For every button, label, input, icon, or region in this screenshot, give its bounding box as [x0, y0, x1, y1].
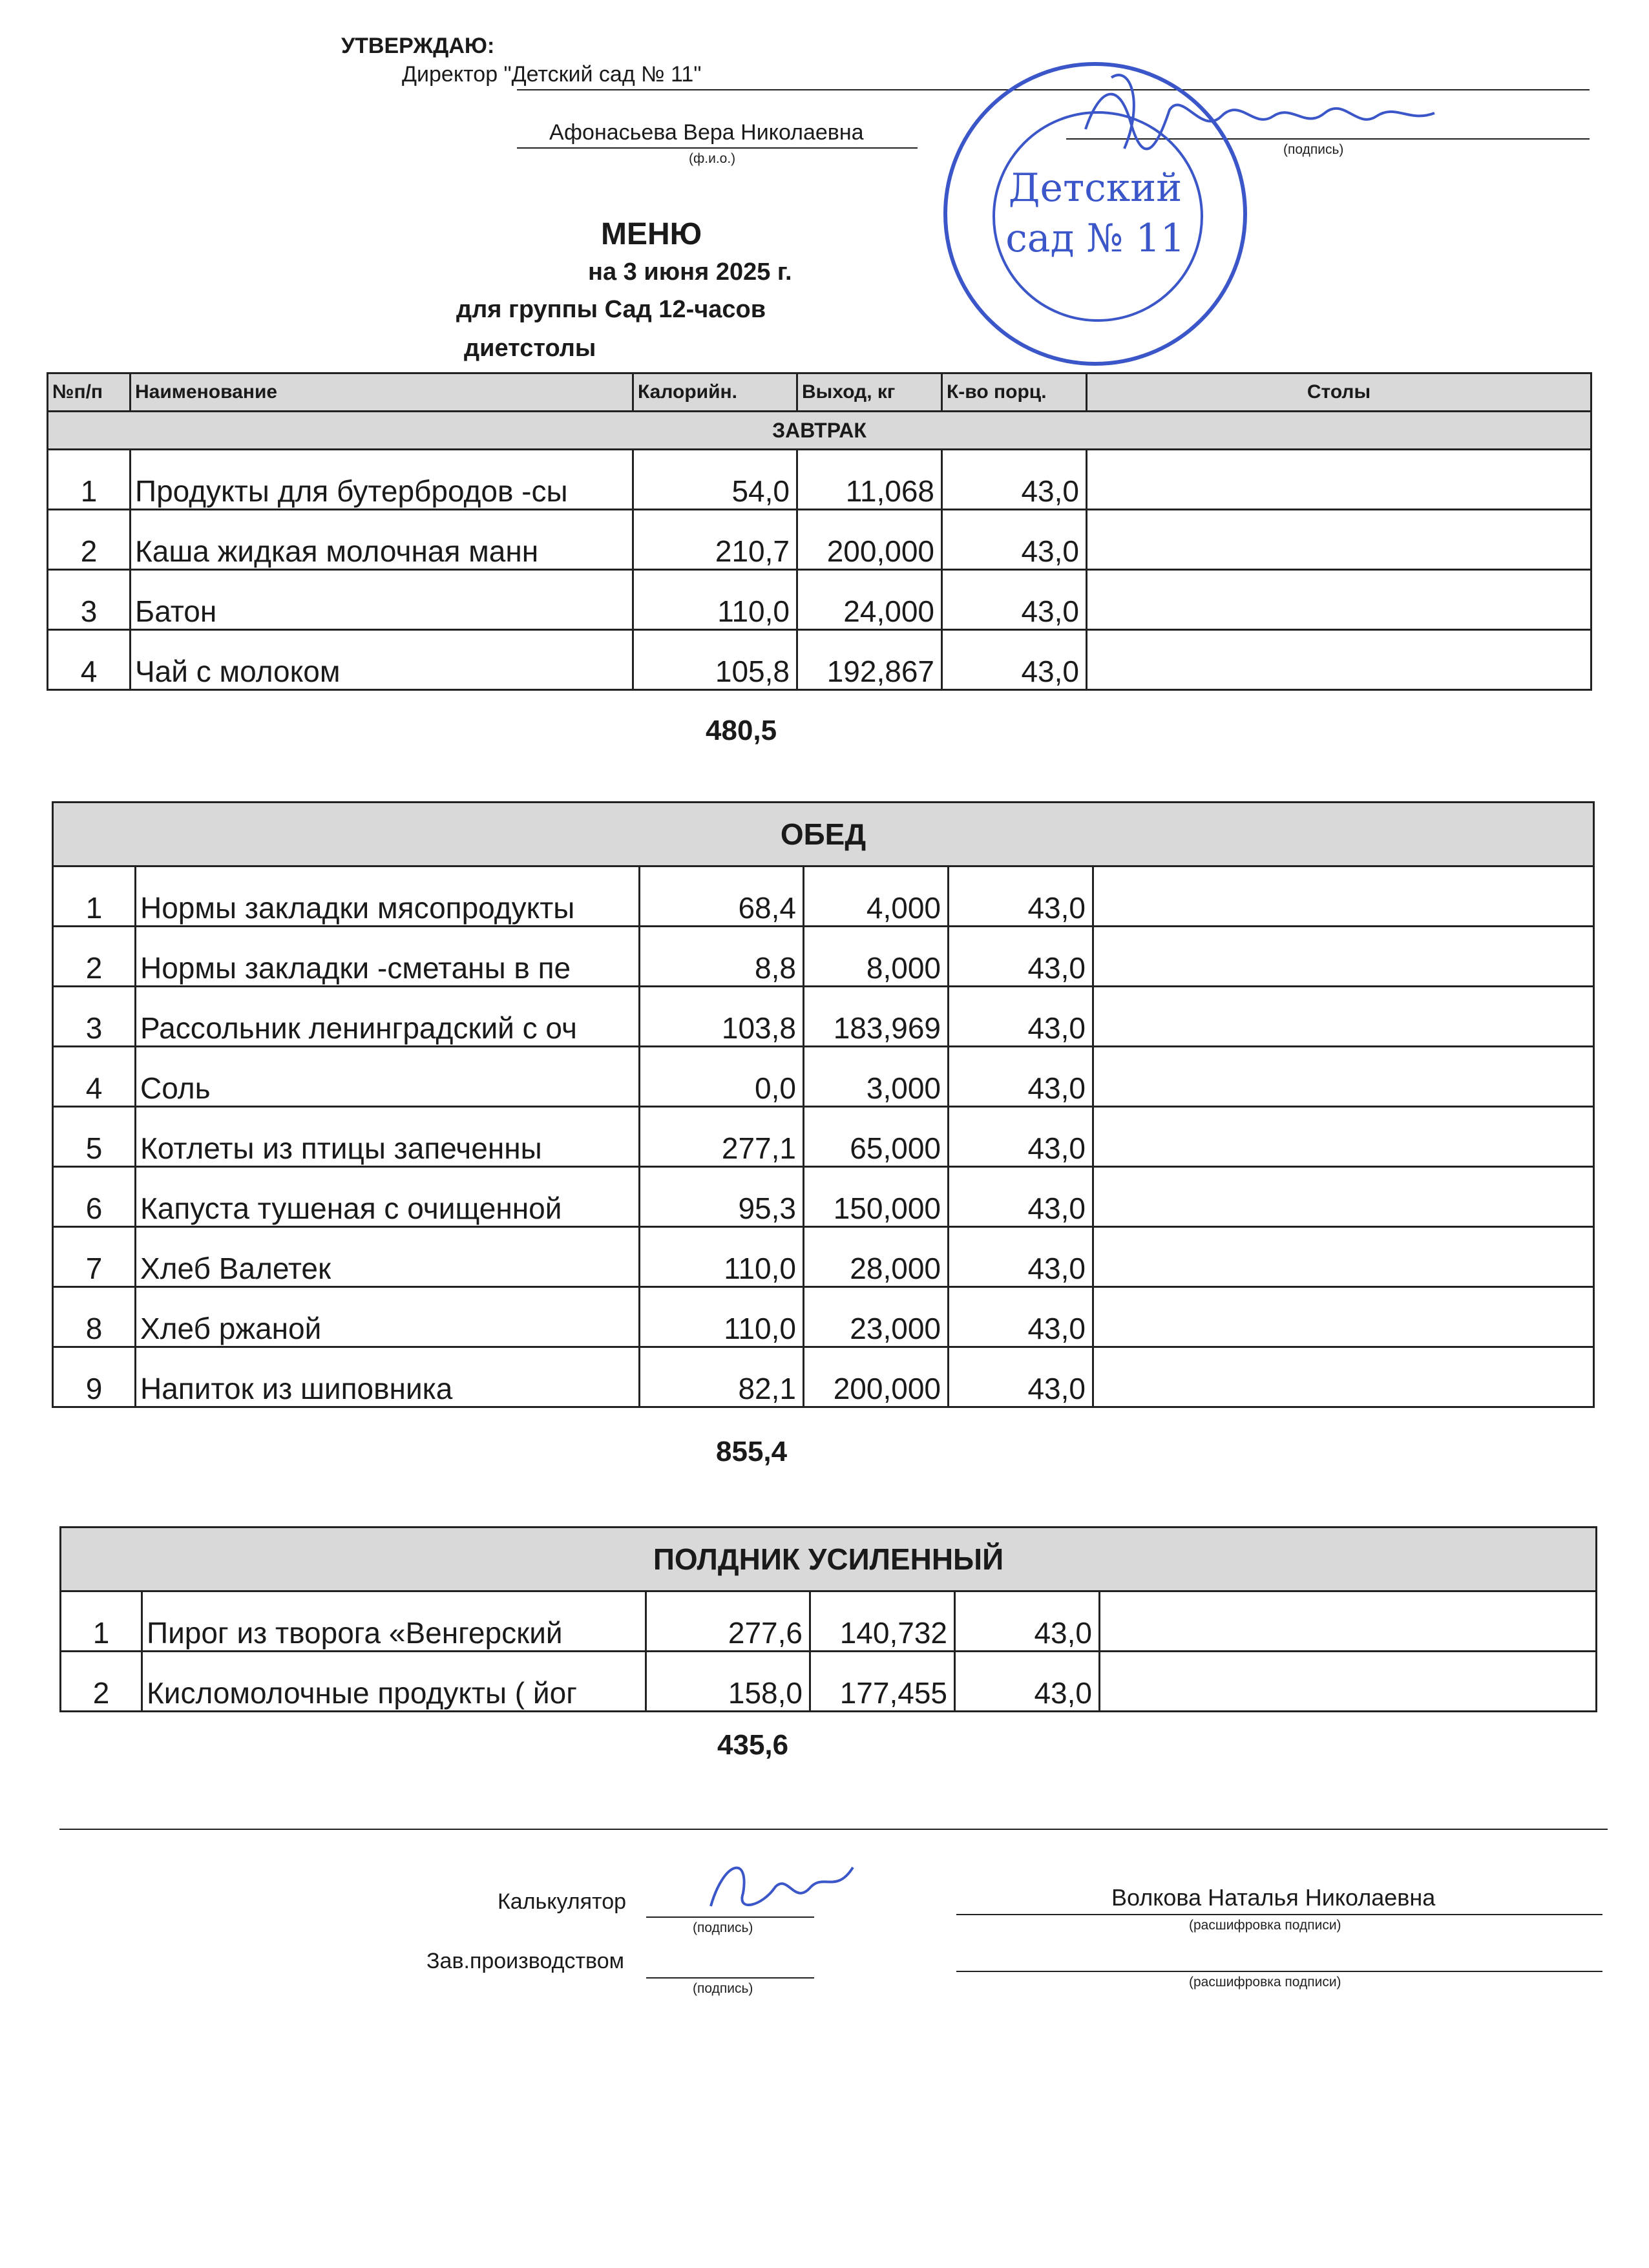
row-yield: 177,455 — [810, 1652, 955, 1712]
row-portions: 43,0 — [949, 1107, 1093, 1167]
breakfast-table — [47, 372, 1592, 691]
row-index: 8 — [53, 1287, 136, 1347]
row-tables — [1093, 927, 1594, 987]
row-index: 4 — [48, 630, 131, 690]
table-row — [53, 1167, 1594, 1227]
row-index: 2 — [61, 1652, 142, 1712]
row-portions: 43,0 — [949, 927, 1093, 987]
row-name: Чай с молоком — [131, 630, 633, 690]
row-calories: 105,8 — [633, 630, 797, 690]
row-name: Продукты для бутербродов -сы — [131, 450, 633, 510]
row-calories: 82,1 — [640, 1347, 804, 1407]
row-index: 4 — [53, 1047, 136, 1107]
row-tables — [1093, 1107, 1594, 1167]
row-portions: 43,0 — [949, 1227, 1093, 1287]
row-index: 7 — [53, 1227, 136, 1287]
menu-title: МЕНЮ — [601, 217, 702, 251]
row-calories: 277,6 — [646, 1591, 810, 1652]
table-row — [53, 1287, 1594, 1347]
row-name: Хлеб ржаной — [136, 1287, 640, 1347]
row-name: Пирог из творога «Венгерский — [142, 1591, 646, 1652]
calculator-decode-caption: (расшифровка подписи) — [1189, 1918, 1341, 1933]
row-yield: 3,000 — [804, 1047, 949, 1107]
table-row — [53, 1347, 1594, 1407]
row-calories: 110,0 — [633, 570, 797, 630]
table-row — [48, 570, 1591, 630]
lunch-table — [52, 801, 1595, 1408]
section-title: ОБЕД — [53, 803, 1594, 866]
row-calories: 103,8 — [640, 987, 804, 1047]
row-calories: 95,3 — [640, 1167, 804, 1227]
row-index: 2 — [53, 927, 136, 987]
production-decode-underline — [956, 1971, 1602, 1972]
table-row — [53, 866, 1594, 927]
signature-caption: (подпись) — [1283, 142, 1344, 157]
production-label: Зав.производством — [426, 1949, 624, 1973]
row-name: Соль — [136, 1047, 640, 1107]
section-title: ЗАВТРАК — [48, 412, 1591, 450]
row-index: 1 — [48, 450, 131, 510]
row-tables — [1093, 1347, 1594, 1407]
row-index: 3 — [53, 987, 136, 1047]
director-name: Афонасьева Вера Николаевна — [549, 120, 864, 145]
row-tables — [1093, 1287, 1594, 1347]
row-name: Напиток из шиповника — [136, 1347, 640, 1407]
table-row — [61, 1591, 1597, 1652]
calculator-sign-caption: (подпись) — [693, 1920, 753, 1935]
row-yield: 200,000 — [797, 510, 942, 570]
row-name: Хлеб Валетек — [136, 1227, 640, 1287]
section-row — [48, 412, 1591, 450]
production-sign-underline — [646, 1977, 814, 1979]
menu-diet: диетстолы — [464, 335, 596, 362]
row-name: Кисломолочные продукты ( йог — [142, 1652, 646, 1712]
row-portions: 43,0 — [949, 987, 1093, 1047]
name-caption: (ф.и.о.) — [689, 151, 736, 166]
row-tables — [1093, 987, 1594, 1047]
footer-divider — [59, 1829, 1608, 1830]
row-tables — [1093, 1227, 1594, 1287]
calculator-signature — [698, 1848, 866, 1926]
table-row — [48, 450, 1591, 510]
section-row — [61, 1528, 1597, 1591]
row-portions: 43,0 — [949, 1287, 1093, 1347]
row-calories: 277,1 — [640, 1107, 804, 1167]
table-row — [48, 630, 1591, 690]
row-yield: 200,000 — [804, 1347, 949, 1407]
table-row — [53, 927, 1594, 987]
production-decode-caption: (расшифровка подписи) — [1189, 1975, 1341, 1990]
organization-stamp — [943, 62, 1247, 366]
row-name: Каша жидкая молочная манн — [131, 510, 633, 570]
table-header-row — [48, 373, 1591, 412]
stamp-text: Детский сад № 11 — [1005, 165, 1185, 261]
approval-heading: УТВЕРЖДАЮ: — [341, 34, 495, 58]
row-tables — [1100, 1652, 1597, 1712]
row-yield: 183,969 — [804, 987, 949, 1047]
row-index: 5 — [53, 1107, 136, 1167]
row-calories: 8,8 — [640, 927, 804, 987]
snack-total: 435,6 — [717, 1729, 789, 1761]
row-tables — [1087, 450, 1591, 510]
menu-date: на 3 июня 2025 г. — [588, 258, 792, 286]
director-line: Директор "Детский сад № 11" — [402, 62, 702, 87]
row-name: Котлеты из птицы запеченны — [136, 1107, 640, 1167]
row-index: 9 — [53, 1347, 136, 1407]
col-calories-header: Калорийн. — [633, 373, 797, 412]
row-index: 3 — [48, 570, 131, 630]
row-yield: 24,000 — [797, 570, 942, 630]
table-row — [48, 510, 1591, 570]
production-sign-caption: (подпись) — [693, 1981, 753, 1996]
row-portions: 43,0 — [955, 1591, 1100, 1652]
row-tables — [1087, 630, 1591, 690]
col-tables-header: Столы — [1087, 373, 1591, 412]
row-index: 2 — [48, 510, 131, 570]
row-tables — [1100, 1591, 1597, 1652]
breakfast-total: 480,5 — [706, 715, 777, 746]
calculator-name: Волкова Наталья Николаевна — [1111, 1884, 1436, 1911]
row-calories: 68,4 — [640, 866, 804, 927]
row-tables — [1087, 510, 1591, 570]
row-yield: 150,000 — [804, 1167, 949, 1227]
row-name: Капуста тушеная с очищенной — [136, 1167, 640, 1227]
row-portions: 43,0 — [942, 570, 1087, 630]
table-row — [53, 1227, 1594, 1287]
row-portions: 43,0 — [942, 630, 1087, 690]
row-portions: 43,0 — [949, 866, 1093, 927]
menu-group: для группы Сад 12-часов — [456, 296, 766, 323]
calculator-label: Калькулятор — [498, 1889, 627, 1914]
row-yield: 8,000 — [804, 927, 949, 987]
row-tables — [1087, 570, 1591, 630]
row-calories: 110,0 — [640, 1227, 804, 1287]
row-calories: 54,0 — [633, 450, 797, 510]
row-tables — [1093, 1167, 1594, 1227]
row-portions: 43,0 — [949, 1347, 1093, 1407]
row-portions: 43,0 — [955, 1652, 1100, 1712]
row-index: 6 — [53, 1167, 136, 1227]
col-idx-header: №п/п — [48, 373, 131, 412]
row-tables — [1093, 866, 1594, 927]
table-row — [61, 1652, 1597, 1712]
row-yield: 11,068 — [797, 450, 942, 510]
table-row — [53, 987, 1594, 1047]
row-index: 1 — [61, 1591, 142, 1652]
row-calories: 0,0 — [640, 1047, 804, 1107]
table-row — [53, 1047, 1594, 1107]
calculator-decode-underline — [956, 1914, 1602, 1915]
row-tables — [1093, 1047, 1594, 1107]
row-calories: 210,7 — [633, 510, 797, 570]
row-portions: 43,0 — [949, 1167, 1093, 1227]
table-row — [53, 1107, 1594, 1167]
row-name: Нормы закладки мясопродукты — [136, 866, 640, 927]
row-yield: 140,732 — [810, 1591, 955, 1652]
row-portions: 43,0 — [942, 510, 1087, 570]
row-yield: 28,000 — [804, 1227, 949, 1287]
row-name: Рассольник ленинградский с оч — [136, 987, 640, 1047]
col-portions-header: К-во порц. — [942, 373, 1087, 412]
row-index: 1 — [53, 866, 136, 927]
row-name: Нормы закладки -сметаны в пе — [136, 927, 640, 987]
row-yield: 65,000 — [804, 1107, 949, 1167]
row-portions: 43,0 — [942, 450, 1087, 510]
col-name-header: Наименование — [131, 373, 633, 412]
snack-table — [59, 1526, 1597, 1712]
row-yield: 4,000 — [804, 866, 949, 927]
row-calories: 158,0 — [646, 1652, 810, 1712]
name-underline — [517, 147, 918, 149]
lunch-total: 855,4 — [716, 1436, 788, 1467]
section-title: ПОЛДНИК УСИЛЕННЫЙ — [61, 1528, 1597, 1591]
row-calories: 110,0 — [640, 1287, 804, 1347]
row-name: Батон — [131, 570, 633, 630]
row-yield: 23,000 — [804, 1287, 949, 1347]
section-row — [53, 803, 1594, 866]
row-yield: 192,867 — [797, 630, 942, 690]
col-yield-header: Выход, кг — [797, 373, 942, 412]
row-portions: 43,0 — [949, 1047, 1093, 1107]
